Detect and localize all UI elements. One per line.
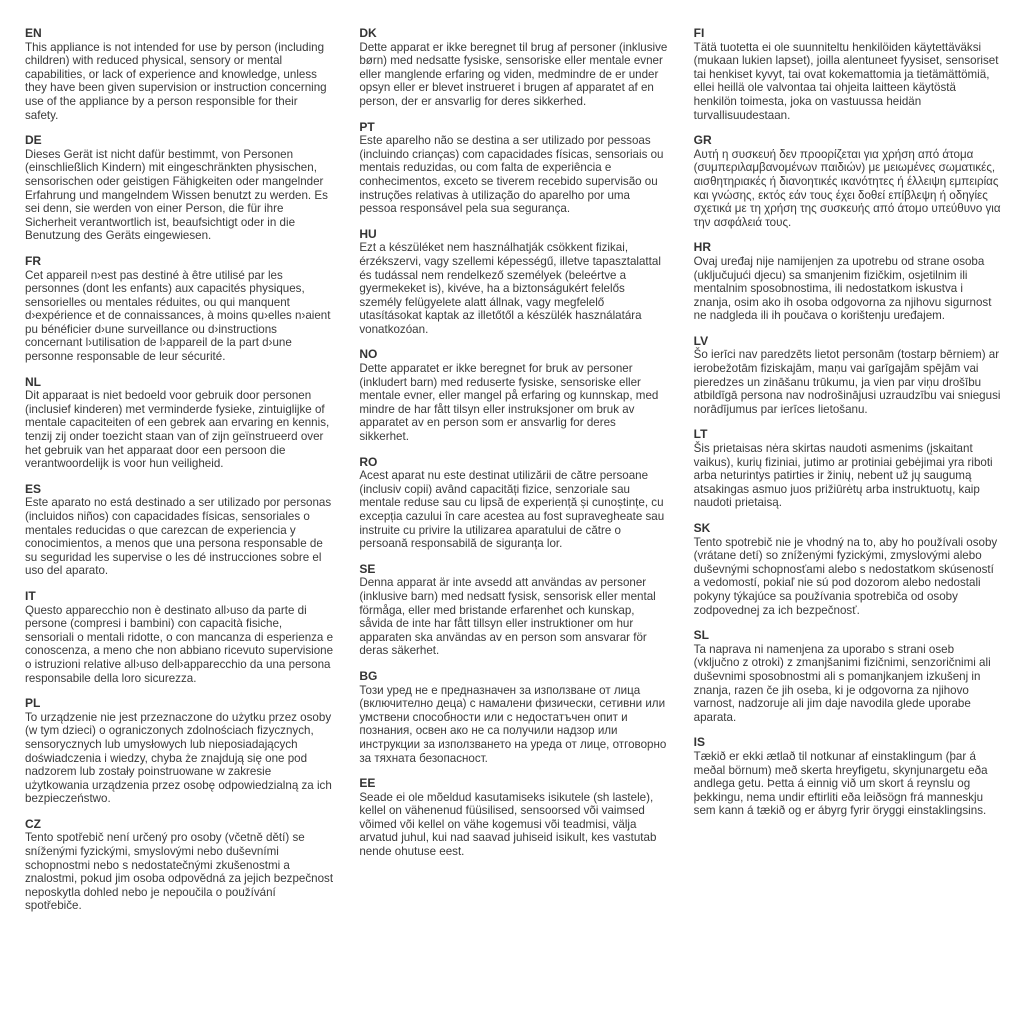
language-text: Šis prietaisas nėra skirtas naudoti asmenims (įskaitant vaikus), kurių fiziniai, jutimo ar protiniai gebėjimai yra riboti arba neturintys patirties ir žinių, nebent už jų saugumą atsakingas asmuo juos prižiūrėtų arba instruktuotų, kaip naudoti prietaisą.: [693, 442, 993, 510]
language-text: Cet appareil n›est pas destiné à être utilisé par les personnes (dont les enfants) aux capacités physiques, sensorielles ou mentales réduites, ou qui manquent d›expérience et de connaissances, à moins qu›elles n›aient pu bénéficier d›une surveillance ou d›instructions concernant l›utilisation de l›appareil de la part d›une personne responsable de leur sécurité.: [25, 268, 331, 364]
language-text: Dieses Gerät ist nicht dafür bestimmt, von Personen (einschließlich Kindern) mit eingeschränkten physischen, sensorischen oder geistigen Fähigkeiten oder mangelnder Erfahrung und mangelndem Wissen benutzt zu werden. Es sei denn, sie werden von einer Person, die für ihre Sicherheit verantwortlich ist, beaufsichtigt oder in die Benutzung des Geräts eingewiesen.: [25, 147, 328, 243]
section-pl: [25, 697, 333, 806]
language-code: EE: [359, 776, 376, 791]
language-text: Αυτή η συσκευή δεν προορίζεται για χρήση από άτομα (συμπεριλαμβανομένων παιδιών) με μειωμένες σωματικές, αισθητηριακές ή διανοητικές ικανότητες ή έλλειψη εμπειρίας και γνώσης, εκτός εάν τους έχει δοθεί επίβλεψη ή οδηγίες σχετικά με τη χρήση της συσκευής από άτομο υπεύθυνο για την ασφάλειά τους.: [693, 147, 1001, 229]
language-text: Dette apparatet er ikke beregnet for bruk av personer (inkludert barn) med reduserte fysiske, sensoriske eller mentale evner, eller mangel på erfaring og kunnskap, med mindre de har fått tilsyn eller instruksjoner om bruk av apparatet av en person som er ansvarlig for deres sikkerhet.: [359, 362, 659, 444]
language-text: Acest aparat nu este destinat utilizării de către persoane (inclusiv copii) având capacități fizice, senzoriale sau mentale reduse sau cu lipsă de experiență și cunoștințe, cu excepția cazului în care acestea au fost supravegheate sau instruite cu privire la utilizarea aparatului de către o persoană responsabilă de siguranța lor.: [359, 469, 665, 551]
language-code: HU: [359, 226, 377, 241]
language-text: To urządzenie nie jest przeznaczone do użytku przez osoby (w tym dzieci) o ograniczonych zdolnościach fizycznych, sensorycznych lub umysłowych lub nieposiadających doświadczenia i wiedzy, chyba że znajdują się one pod nadzorem lub zostały poinstruowane w zakresie użytkowania urządzenia przez osobę odpowiedzialną za ich bezpieczeństwo.: [25, 710, 332, 806]
language-code: ES: [25, 481, 42, 496]
section-dk: [359, 27, 667, 109]
section-no: [359, 348, 667, 443]
language-text: Tätä tuotetta ei ole suunniteltu henkilöiden käytettäväksi (mukaan lukien lapset), joilla alentuneet fyysiset, sensoriset tai henkiset kyvyt, tai ovat kokemattomia ja tietämättömiä, ellei heillä ole valvontaa tai ohjeita laitteen käytöstä henkilön toimesta, joka on vastuussa heidän turvallisuudestaan.: [693, 40, 999, 122]
section-nl: [25, 376, 333, 471]
language-text: Dette apparat er ikke beregnet til brug af personer (inklusive børn) med nedsatte fysiske, sensoriske eller mentale evner eller manglende erfaring og viden, medmindre de er under opsyn eller er blevet instrueret i brugen af apparatet af en person, der er ansvarlig for deres sikkerhed.: [359, 40, 668, 108]
language-text: Seade ei ole mõeldud kasutamiseks isikutele (sh lastele), kellel on vähenenud füüsilised, sensoorsed või vaimsed võimed või kellel on vähe kogemusi või teadmisi, välja arvatud juhul, kui nad saavad juhiseid isikult, kes vastutab nende ohutuse eest.: [359, 790, 657, 859]
section-hr: [694, 241, 1002, 323]
language-text: Този уред не е предназначен за използване от лица (включително деца) с намалени физически, сетивни или умствени способности или с недостатъчен опит и познания, освен ако не са получили надзор или инструкции за използването на уреда от лице, отговорно за тяхната безопасност.: [359, 683, 667, 765]
language-code: HR: [693, 240, 711, 255]
language-code: FI: [693, 26, 705, 40]
language-code: EN: [25, 26, 42, 40]
language-text: Tækið er ekki ætlað til notkunar af einstaklingum (þar á meðal börnum) með skerta hreyfigetu, skynjunargetu eða andlega getu. Þetta á einnig við um skort á reynslu og þekkingu, nema undir eftirliti eða leiðsögn frá manneskju sem kann á tækið og er ábyrg fyrir öryggi einstaklingsins.: [693, 749, 988, 818]
language-code: IS: [693, 735, 705, 750]
language-code: CZ: [25, 816, 41, 831]
section-gr: [694, 134, 1002, 229]
section-lv: [694, 335, 1002, 417]
language-code: SK: [693, 521, 711, 535]
language-code: FR: [25, 253, 41, 268]
section-sl: [694, 629, 1002, 724]
column-3: [694, 27, 1002, 1006]
language-text: Questo apparecchio non è destinato all›uso da parte di persone (compresi i bambini) con capacità fisiche, sensoriali o mentali ridotte, o con mancanza di esperienza e conoscenza, a meno che non abbiano ricevuto supervisione o istruzioni relative all›uso dell›apparecchio da una persona responsabile della loro sicurezza.: [25, 603, 334, 685]
section-lt: [694, 428, 1002, 510]
language-code: PL: [25, 696, 41, 711]
language-text: This appliance is not intended for use by person (including children) with reduced physical, sensory or mental capabilities, or lack of experience and knowledge, unless they have been given supervision or instruction concerning use of the appliance by a person responsible for their safety.: [25, 40, 327, 122]
section-fr: [25, 255, 333, 364]
section-fi: [694, 27, 1002, 122]
section-se: [359, 563, 667, 658]
language-code: SE: [359, 561, 376, 576]
section-sk: [694, 522, 1002, 617]
language-code: PT: [359, 119, 375, 134]
language-text: Tento spotrebič nie je vhodný na to, aby ho používali osoby (vrátane detí) so zníženými fyzickými, zmyslovými alebo duševnými schopnosťami alebo s nedostatkom skúseností a vedomostí, pokiaľ nie sú pod dozorom alebo nedostali pokyny týkajúce sa používania spotrebiča od osoby zodpovednej za ich bezpečnosť.: [693, 535, 998, 617]
section-hu: [359, 228, 667, 337]
column-1: [25, 27, 333, 1006]
language-code: LV: [693, 333, 709, 348]
section-cz: [25, 818, 333, 913]
language-text: Ezt a készüléket nem használhatják csökkent fizikai, érzékszervi, vagy szellemi képességű, illetve tapasztalattal és tudással nem rendelkező személyek (beleértve a gyermekeket is), kivéve, ha a biztonságukért felelős személy felügyelete alatt állnak, vagy megfelelő utasításokat kaptak az illetőtől a készülék használatára vonatkozóan.: [359, 241, 661, 336]
language-text: Ovaj uređaj nije namijenjen za upotrebu od strane osoba (uključujući djecu) sa smanjenim fizičkim, osjetilnim ili mentalnim sposobnostima, ili nedostatkom iskustva i znanja, osim ako ih osoba odgovorna za njihovu sigurnost ne nadgleda ili ih poučava o korištenju uređajem.: [693, 254, 992, 323]
language-code: DK: [359, 26, 377, 40]
language-code: NL: [25, 374, 41, 389]
section-ee: [359, 777, 667, 859]
section-es: [25, 483, 333, 578]
language-text: Este aparato no está destinado a ser utilizado por personas (incluidos niños) con capacidades físicas, sensoriales o mentales reducidas o que carezcan de experiencia y conocimientos, a menos que una persona responsable de su seguridad les supervise o les dé instrucciones sobre el uso del aparato.: [25, 496, 332, 578]
section-ro: [359, 456, 667, 551]
section-is: [694, 736, 1002, 818]
language-code: NO: [359, 347, 378, 362]
language-code: DE: [25, 133, 42, 148]
section-de: [25, 134, 333, 243]
language-code: IT: [25, 588, 36, 603]
section-pt: [359, 121, 667, 216]
language-text: Dit apparaat is niet bedoeld voor gebruik door personen (inclusief kinderen) met verminderde fysieke, zintuiglijke of mentale capaciteiten of een gebrek aan ervaring en kennis, tenzij zij onder toezicht staan van of zijn geïnstrueerd over het gebruik van het apparaat door een persoon die verantwoordelijk is voor hun veiligheid.: [25, 389, 330, 471]
language-text: Este aparelho não se destina a ser utilizado por pessoas (incluindo crianças) com capacidades físicas, sensoriais ou mentais reduzidas, ou com falta de experiência e conhecimentos, exceto se tiverem recebido supervisão ou instruções relativas à utilização do aparelho por uma pessoa responsável pela sua segurança.: [359, 134, 664, 216]
section-it: [25, 590, 333, 685]
language-text: Tento spotřebič není určený pro osoby (včetně dětí) se sníženými fyzickými, smyslovými nebo duševními schopnostmi nebo s nedostatečnými zkušenostmi a znalostmi, pokud jim osoba odpovědná za jejich bezpečnost neposkytla dohled nebo je nepoučila o používání spotřebiče.: [25, 831, 334, 913]
language-text: Šo ierīci nav paredzēts lietot personām (tostarp bērniem) ar ierobežotām fiziskajām, maņu vai garīgajām spējām vai pieredzes un zināšanu trūkumu, ja vien par viņu drošību atbildīgā persona nav nodrošinājusi uzraudzību vai sniegusi norādījumus par ierīces lietošanu.: [693, 348, 1001, 416]
language-code: SL: [693, 628, 709, 643]
language-code: RO: [359, 454, 378, 469]
language-code: LT: [693, 427, 708, 442]
column-2: [359, 27, 667, 1006]
language-code: GR: [693, 133, 712, 148]
language-text: Denna apparat är inte avsedd att användas av personer (inklusive barn) med nedsatt fysisk, sensorisk eller mental förmåga, eller med bristande erfarenhet och kunskap, såvida de inte har fått tillsyn eller instruktioner om hur apparaten ska användas av en person som ansvarar för deras säkerhet.: [359, 576, 656, 658]
section-bg: [359, 670, 667, 765]
language-text: Ta naprava ni namenjena za uporabo s strani oseb (vključno z otroki) z zmanjšanimi fizičnimi, senzoričnimi ali duševnimi sposobnostmi ali s pomanjkanjem izkušenj in znanja, razen če jih oseba, ki je odgovorna za njihovo varnost, nadzoruje ali jim daje navodila glede uporabe aparata.: [693, 642, 991, 724]
section-en: [25, 27, 333, 122]
language-code: BG: [359, 668, 378, 683]
